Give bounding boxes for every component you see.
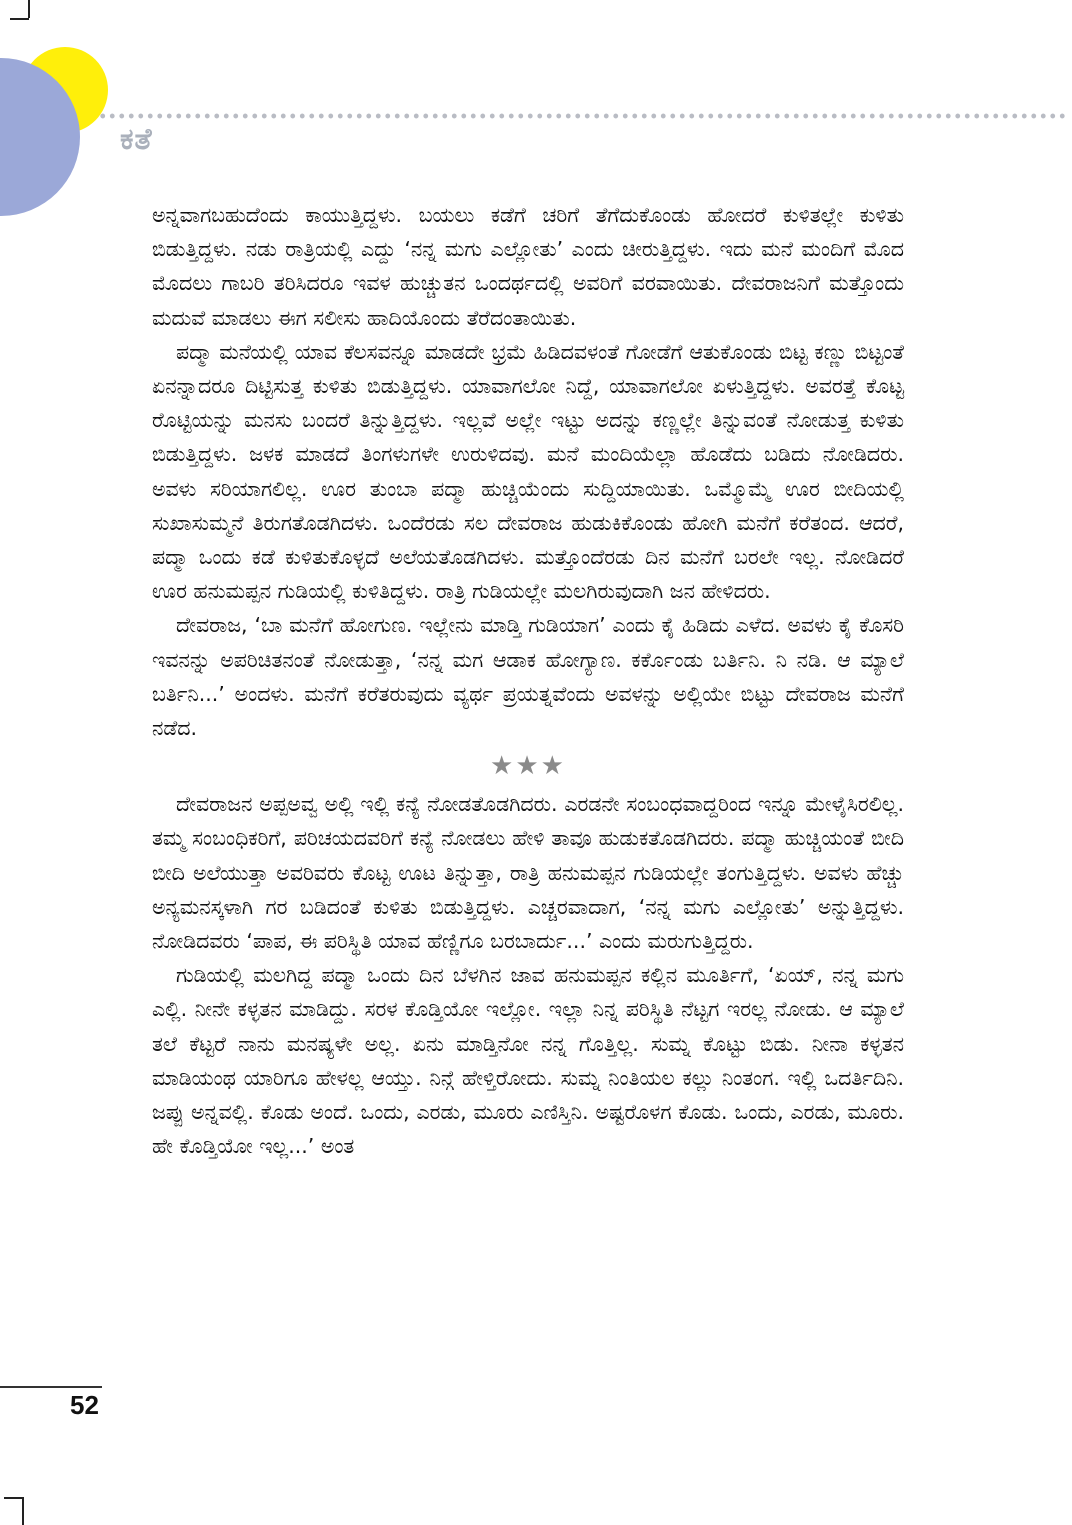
- page-number: 52: [70, 1390, 99, 1420]
- section-break-stars: ★★★: [490, 751, 566, 782]
- story-paragraph: ಅನ್ನವಾಗಬಹುದೆಂದು ಕಾಯುತ್ತಿದ್ದಳು. ಬಯಲು ಕಡೆಗೆ ಚರಿಗೆ ತೆಗೆದುಕೊಂಡು ಹೋದರೆ ಕುಳಿತಲ್ಲೇ ಕುಳಿತು ಬಿಡುತ್ತಿದ್ದಳು. ನಡು ರಾತ್ರಿಯಲ್ಲಿ ಎದ್ದು ‘ನನ್ನ ಮಗು ಎಲ್ಲೋತು’ ಎಂದು ಚೀರುತ್ತಿದ್ದಳು. ಇದು ಮನೆ ಮಂದಿಗೆ ಮೊದ ಮೊದಲು ಗಾಬರಿ ತರಿಸಿದರೂ ಇವಳ ಹುಚ್ಚುತನ ಒಂದರ್ಥದಲ್ಲಿ ಅವರಿಗೆ ವರವಾಯಿತು. ದೇವರಾಜನಿಗೆ ಮತ್ತೊಂದು ಮದುವೆ ಮಾಡಲು ಈಗ ಸಲೀಸು ಹಾದಿಯೊಂದು ತೆರೆದಂತಾಯಿತು.: [152, 203, 904, 330]
- dotted-header-rule: [98, 112, 1068, 120]
- story-body: [152, 198, 904, 1163]
- story-paragraph: ಪದ್ಮಾ ಮನೆಯಲ್ಲಿ ಯಾವ ಕೆಲಸವನ್ನೂ ಮಾಡದೇ ಭ್ರಮೆ ಹಿಡಿದವಳಂತೆ ಗೋಡೆಗೆ ಆತುಕೊಂಡು ಬಿಟ್ಟ ಕಣ್ಣು ಬಿಟ್ಟಂತೆ ಏನನ್ನಾದರೂ ದಿಟ್ಟಿಸುತ್ತ ಕುಳಿತು ಬಿಡುತ್ತಿದ್ದಳು. ಯಾವಾಗಲೋ ನಿದ್ದೆ, ಯಾವಾಗಲೋ ಏಳುತ್ತಿದ್ದಳು. ಅವರತ್ತೆ ಕೊಟ್ಟ ರೊಟ್ಟಿಯನ್ನು ಮನಸು ಬಂದರೆ ತಿನ್ನುತ್ತಿದ್ದಳು. ಇಲ್ಲವೆ ಅಲ್ಲೇ ಇಟ್ಟು ಅದನ್ನು ಕಣ್ಣಲ್ಲೇ ತಿನ್ನುವಂತೆ ನೋಡುತ್ತ ಕುಳಿತು ಬಿಡುತ್ತಿದ್ದಳು. ಜಳಕ ಮಾಡದೆ ತಿಂಗಳುಗಳೇ ಉರುಳಿದವು. ಮನೆ ಮಂದಿಯೆಲ್ಲಾ ಹೊಡೆದು ಬಡಿದು ನೋಡಿದರು. ಅವಳು ಸರಿಯಾಗಲಿಲ್ಲ. ಊರ ತುಂಬಾ ಪದ್ಮಾ ಹುಚ್ಚಿಯೆಂದು ಸುದ್ದಿಯಾಯಿತು. ಒಮ್ಮೊಮ್ಮೆ ಊರ ಬೀದಿಯಲ್ಲಿ ಸುಖಾಸುಮ್ಮನೆ ತಿರುಗತೊಡಗಿದಳು. ಒಂದೆರಡು ಸಲ ದೇವರಾಜ ಹುಡುಕಿಕೊಂಡು ಹೋಗಿ ಮನೆಗೆ ಕರೆತಂದ. ಆದರೆ, ಪದ್ಮಾ ಒಂದು ಕಡೆ ಕುಳಿತುಕೊಳ್ಳದೆ ಅಲೆಯತೊಡಗಿದಳು. ಮತ್ತೊಂದೆರಡು ದಿನ ಮನೆಗೆ ಬರಲೇ ಇಲ್ಲ. ನೋಡಿದರೆ ಊರ ಹನುಮಪ್ಪನ ಗುಡಿಯಲ್ಲಿ ಕುಳಿತಿದ್ದಳು. ರಾತ್ರಿ ಗುಡಿಯಲ್ಲೇ ಮಲಗಿರುವುದಾಗಿ ಜನ ಹೇಳಿದರು.: [152, 339, 904, 604]
- footer-rule: [0, 1386, 102, 1388]
- section-label: ಕತೆ: [120, 122, 153, 157]
- crop-mark-bottom: [22, 1497, 24, 1525]
- story-paragraph: ದೇವರಾಜ, ‘ಬಾ ಮನೆಗೆ ಹೋಗುಣ. ಇಲ್ಲೇನು ಮಾಡ್ತಿ ಗುಡಿಯಾಗ’ ಎಂದು ಕೈ ಹಿಡಿದು ಎಳೆದ. ಅವಳು ಕೈ ಕೊಸರಿ ಇವನನ್ನು ಅಪರಿಚಿತನಂತೆ ನೋಡುತ್ತಾ, ‘ನನ್ನ ಮಗ ಆಡಾಕ ಹೋಗ್ಯಾಣ. ಕರ್ಕೊಂಡು ಬರ್ತಿನಿ. ನಿ ನಡಿ. ಆ ಮ್ಯಾಲೆ ಬರ್ತಿನಿ...’ ಅಂದಳು. ಮನೆಗೆ ಕರೆತರುವುದು ವ್ಯರ್ಥ ಪ್ರಯತ್ನವೆಂದು ಅವಳನ್ನು ಅಲ್ಲಿಯೇ ಬಿಟ್ಟು ದೇವರಾಜ ಮನೆಗೆ ನಡೆದ.: [152, 613, 904, 741]
- crop-mark-top-horizontal: [10, 18, 29, 20]
- story-paragraph: ಗುಡಿಯಲ್ಲಿ ಮಲಗಿದ್ದ ಪದ್ಮಾ ಒಂದು ದಿನ ಬೆಳಗಿನ ಜಾವ ಹನುಮಪ್ಪನ ಕಲ್ಲಿನ ಮೂರ್ತಿಗೆ, ‘ಏಯ್, ನನ್ನ ಮಗು ಎಲ್ಲಿ. ನೀನೇ ಕಳ್ಳತನ ಮಾಡಿದ್ದು. ಸರಳ ಕೊಡ್ತಿಯೋ ಇಲ್ಲೋ. ಇಲ್ಲಾ ನಿನ್ನ ಪರಿಸ್ಥಿತಿ ನೆಟ್ಟಗ ಇರಲ್ಲ ನೋಡು. ಆ ಮ್ಯಾಲೆ ತಲೆ ಕೆಟ್ಟರೆ ನಾನು ಮನಷ್ಯಳೇ ಅಲ್ಲ. ಏನು ಮಾಡ್ತಿನೋ ನನ್ನ ಗೊತ್ತಿಲ್ಲ. ಸುಮ್ನ ಕೊಟ್ಟು ಬಿಡು. ನೀನಾ ಕಳ್ಳತನ ಮಾಡಿಯಂಥ ಯಾರಿಗೂ ಹೇಳಲ್ಲ ಆಯ್ತು. ನಿನ್ಗೆ ಹೇಳ್ತಿರೋದು. ಸುಮ್ನ ನಿಂತಿಯಲ ಕಲ್ಲು ನಿಂತಂಗ. ಇಲ್ಲಿ ಒದರ್ತಿದಿನಿ. ಜಪ್ಪು ಅನ್ನವಲ್ಲಿ. ಕೊಡು ಅಂದೆ. ಒಂದು, ಎರಡು, ಮೂರು ಎಣಿಸ್ತಿನಿ. ಅಷ್ಟರೊಳಗ ಕೊಡು. ಒಂದು, ಎರಡು, ಮೂರು. ಹೇ ಕೊಡ್ತಿಯೋ ಇಲ್ಲ...’ ಅಂತ: [152, 963, 904, 1159]
- story-paragraph: ದೇವರಾಜನ ಅಪ್ಪಅವ್ವ ಅಲ್ಲಿ ಇಲ್ಲಿ ಕನ್ಯೆ ನೋಡತೊಡಗಿದರು. ಎರಡನೇ ಸಂಬಂಧವಾದ್ದರಿಂದ ಇನ್ನೂ ಮೇಳೈಸಿರಲಿಲ್ಲ. ತಮ್ಮ ಸಂಬಂಧಿಕರಿಗೆ, ಪರಿಚಯದವರಿಗೆ ಕನ್ಯೆ ನೋಡಲು ಹೇಳಿ ತಾವೂ ಹುಡುಕತೊಡಗಿದರು. ಪದ್ಮಾ ಹುಚ್ಚಿಯಂತೆ ಬೀದಿ ಬೀದಿ ಅಲೆಯುತ್ತಾ ಅವರಿವರು ಕೊಟ್ಟ ಊಟ ತಿನ್ನುತ್ತಾ, ರಾತ್ರಿ ಹನುಮಪ್ಪನ ಗುಡಿಯಲ್ಲೇ ತಂಗುತ್ತಿದ್ದಳು. ಅವಳು ಹೆಚ್ಚು ಅನ್ಯಮನಸ್ಕಳಾಗಿ ಗರ ಬಡಿದಂತೆ ಕುಳಿತು ಬಿಡುತ್ತಿದ್ದಳು. ಎಚ್ಚರವಾದಾಗ, ‘ನನ್ನ ಮಗು ಎಲ್ಲೋತು’ ಅನ್ನುತ್ತಿದ್ದಳು. ನೋಡಿದವರು ‘ಪಾಪ, ಈ ಪರಿಸ್ಥಿತಿ ಯಾವ ಹೆಣ್ಣಿಗೂ ಬರಬಾರ್ದು...’ ಎಂದು ಮರುಗುತ್ತಿದ್ದರು.: [152, 792, 904, 954]
- crop-mark-top: [28, 0, 30, 18]
- crop-mark-bottom-horizontal: [4, 1497, 23, 1499]
